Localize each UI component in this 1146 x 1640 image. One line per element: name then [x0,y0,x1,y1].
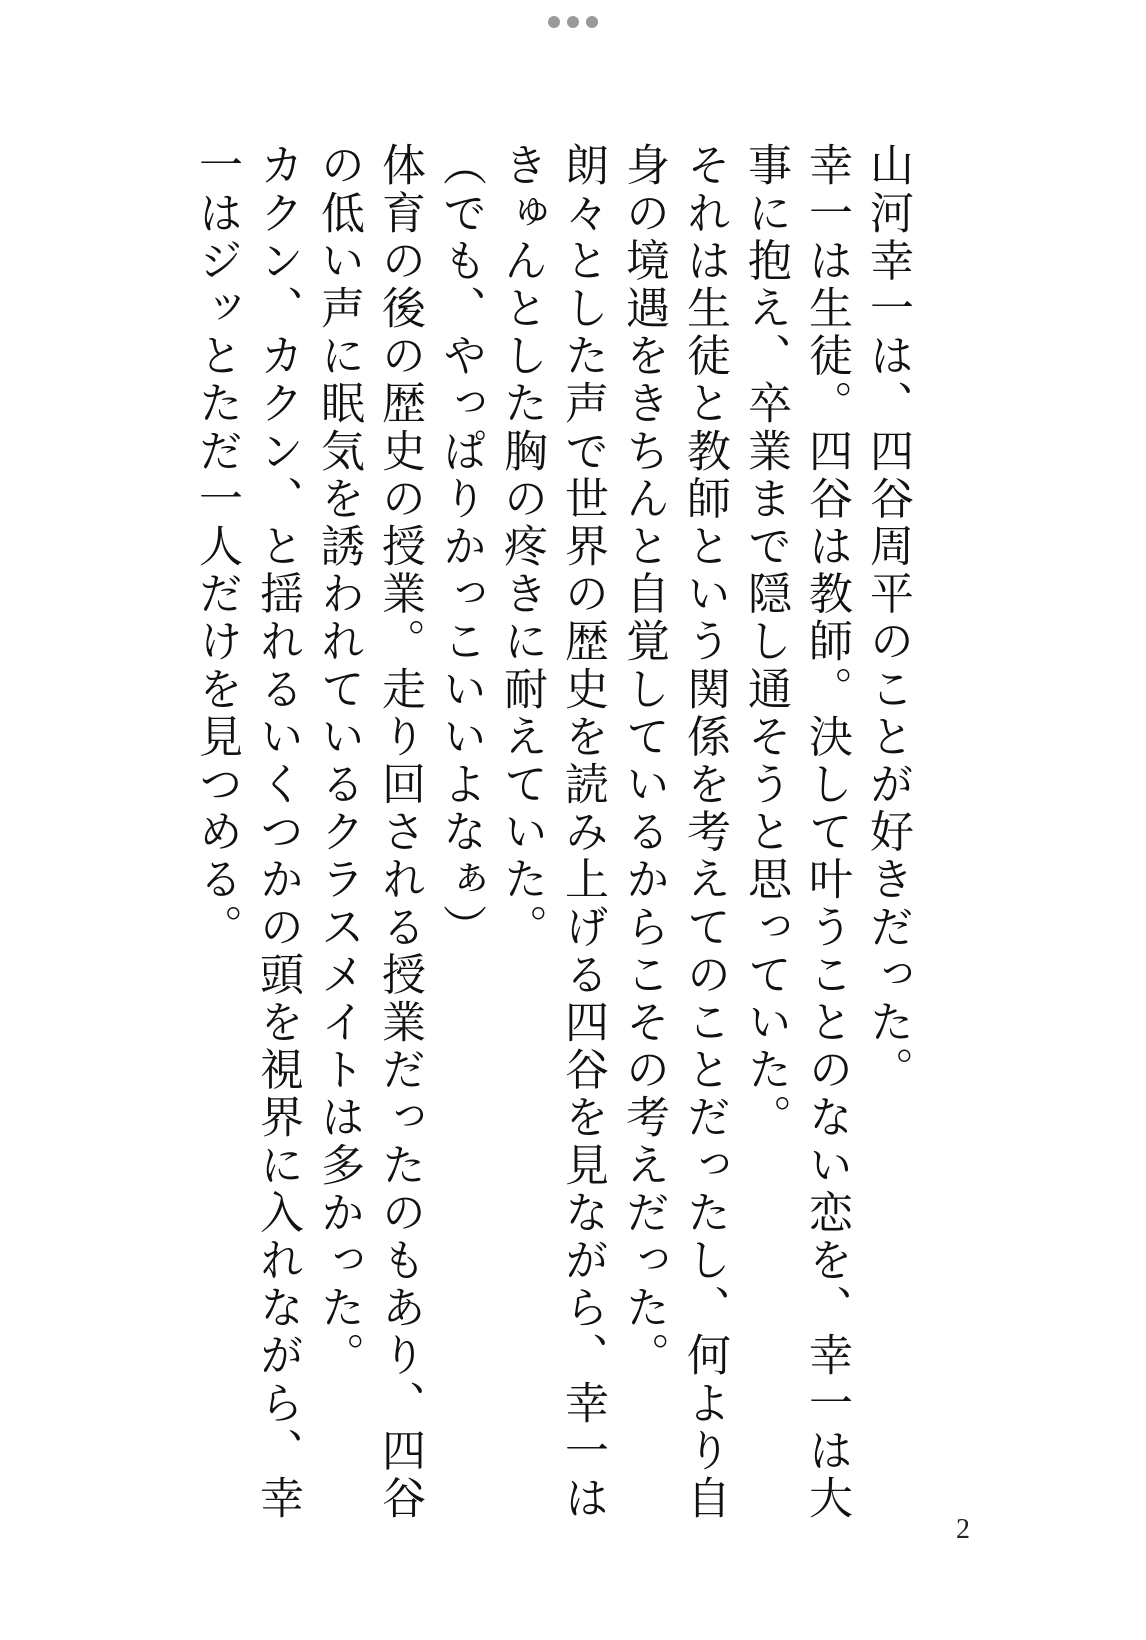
menu-dot [567,16,579,28]
paragraph-7: カクン、カクン、と揺れるいくつかの頭を視界に入れながら、幸一はジッとただ一人だけを見つめる。 [191,142,303,1523]
menu-dot [548,16,560,28]
menu-dot [586,16,598,28]
more-options-icon[interactable] [548,14,598,30]
paragraph-3: それは生徒と教師という関係を考えてのことだったし、何より自身の境遇をきちんと自覚しているからこその考えだった。 [618,142,730,1523]
vertical-text-body [178,142,918,1542]
paragraph-1: 山河幸一は、四谷周平のことが好きだった。 [862,142,913,1094]
paragraph-5: （でも、やっぱりかっこいいよなぁ） [435,142,486,952]
page-number: 2 [956,1514,970,1545]
paragraph-4: 朗々とした声で世界の歴史を読み上げる四谷を見ながら、幸一はきゅんとした胸の疼きに耐えていた。 [496,142,608,1523]
paragraph-6: 体育の後の歴史の授業。走り回される授業だったのもあり、四谷の低い声に眠気を誘われているクラスメイトは多かった。 [313,142,425,1523]
paragraph-2: 幸一は生徒。四谷は教師。決して叶うことのない恋を、幸一は大事に抱え、卒業まで隠し通そうと思っていた。 [740,142,852,1523]
